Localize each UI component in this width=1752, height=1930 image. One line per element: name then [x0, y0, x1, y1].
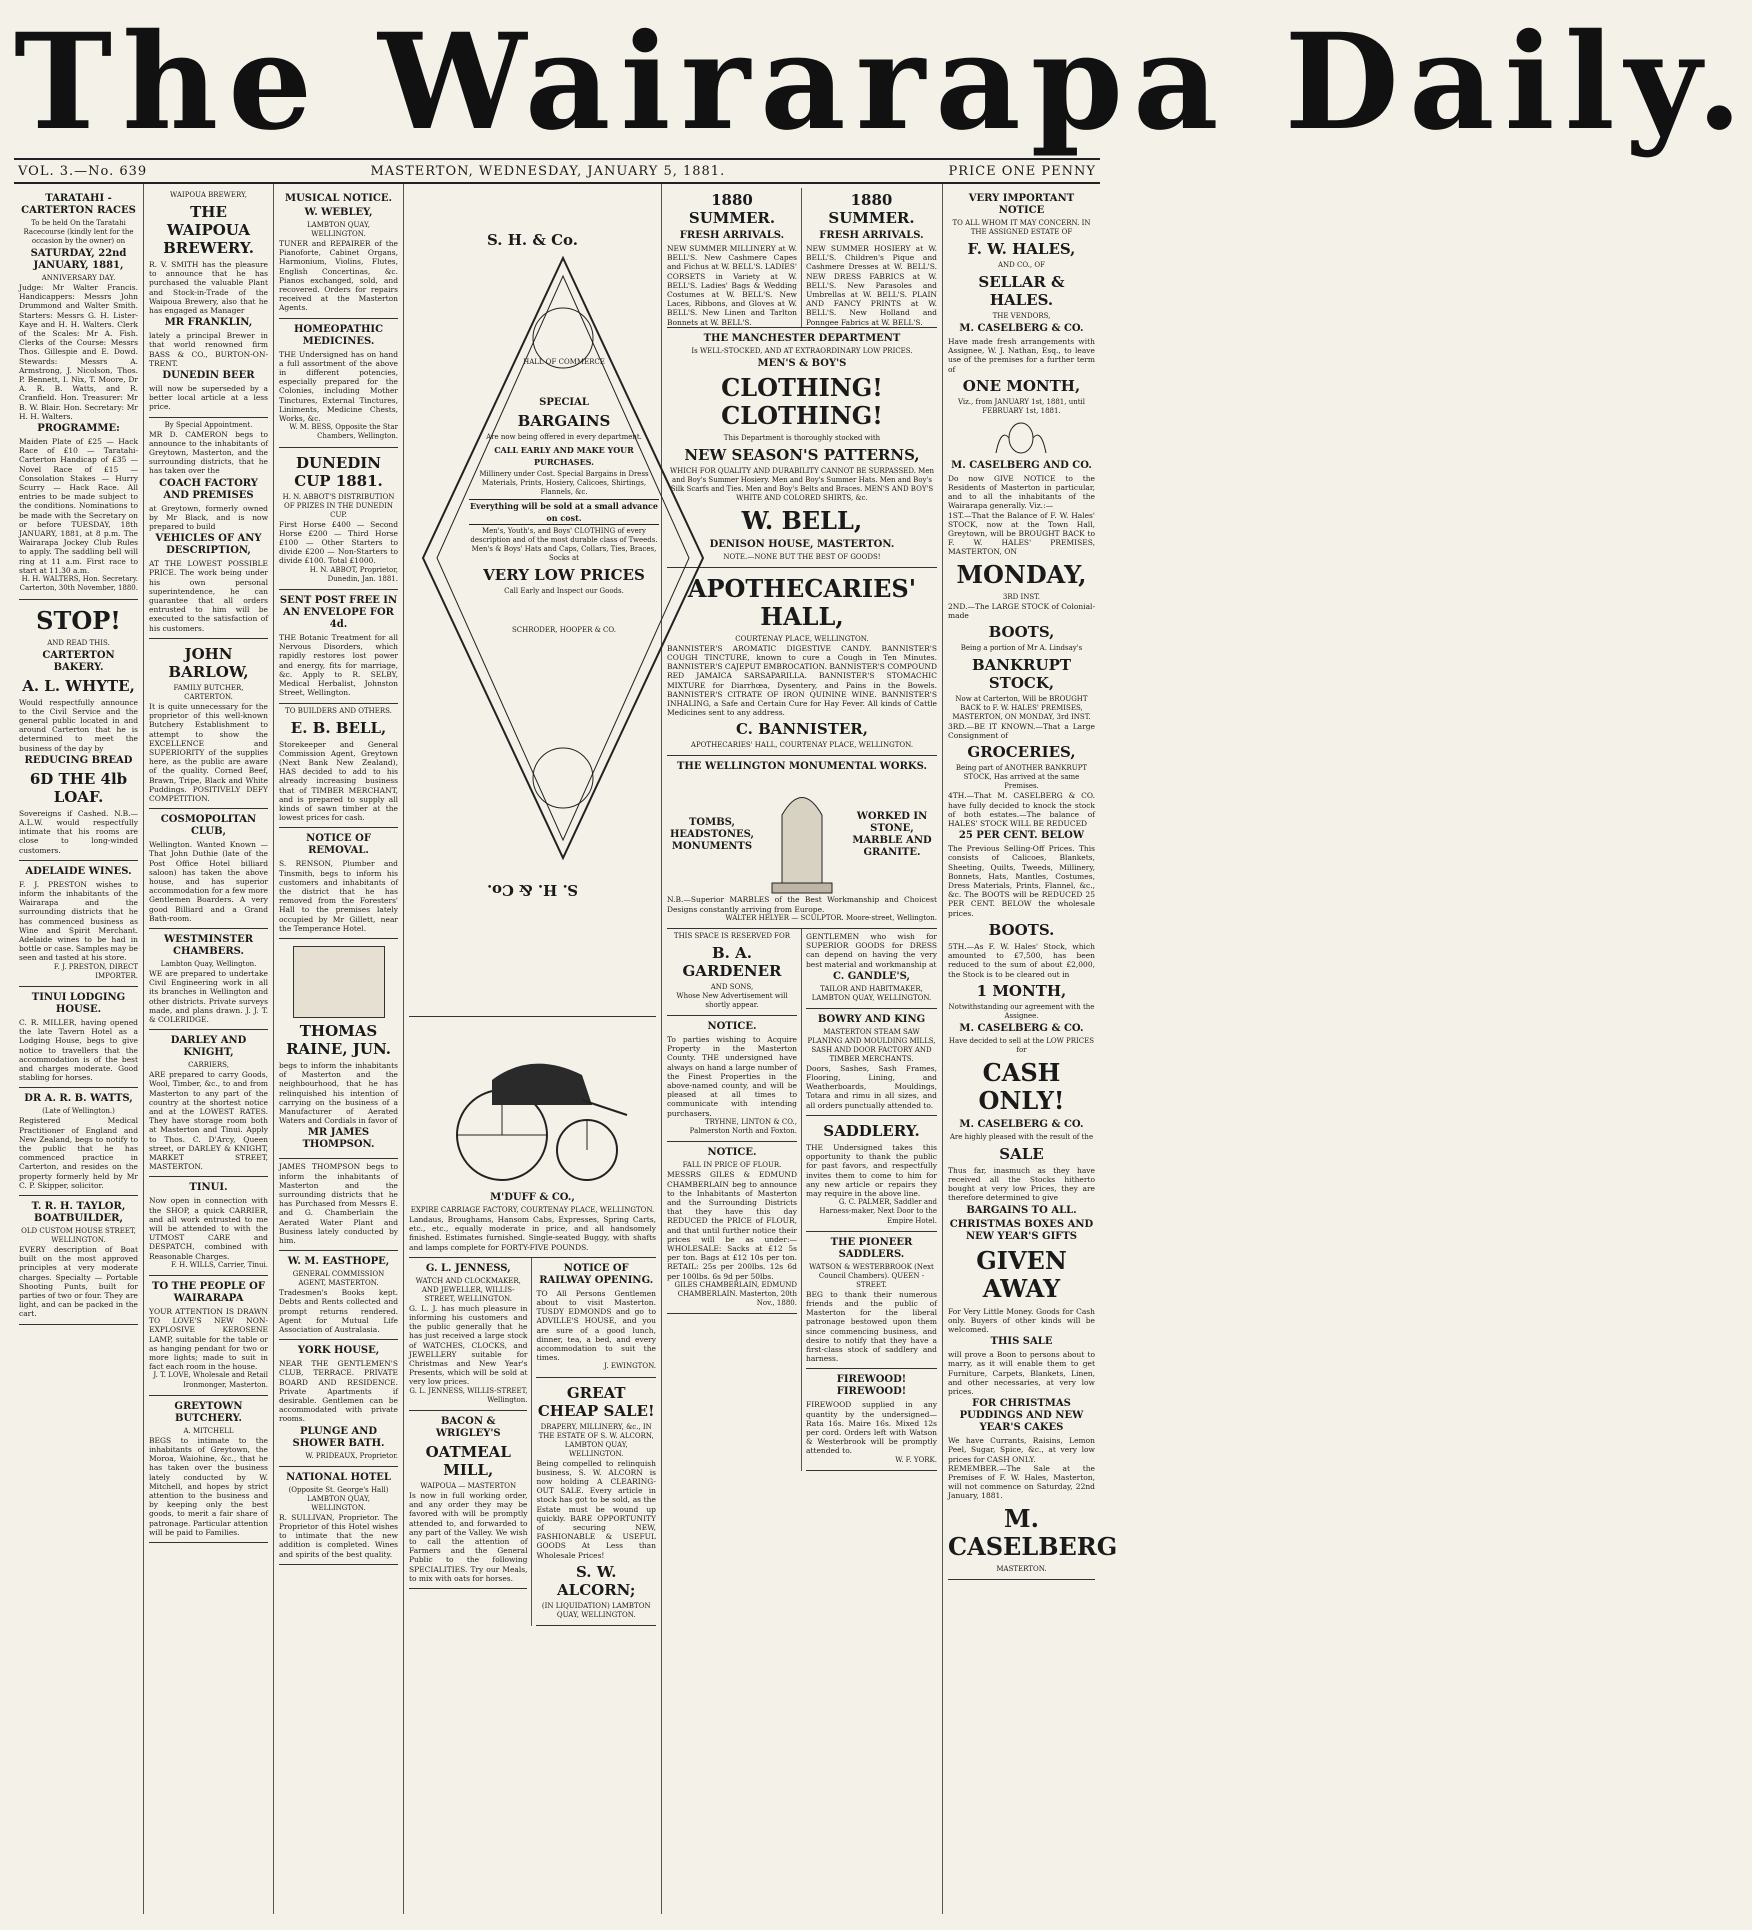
- hales-name: F. W. HALES,: [967, 240, 1076, 258]
- national-sub: (Opposite St. George's Hall) LAMBTON QUAY, WELLINGTON.: [288, 1485, 389, 1512]
- boots-title: BOOTS,: [988, 623, 1055, 642]
- pioneer-title: THE PIONEER SADDLERS.: [830, 1236, 913, 1260]
- diamond-inspect: Call Early and Inspect our Goods.: [504, 587, 624, 595]
- column-2: [144, 184, 274, 1914]
- bannister-signature: C. BANNISTER,: [735, 720, 868, 739]
- wines-ad: [19, 861, 138, 987]
- manchester-sub: Is WELL-STOCKED, AND AT EXTRAORDINARY LOW PRICES.: [691, 346, 913, 355]
- gardener-sub: AND SONS,: [710, 983, 754, 992]
- saddlery-text: THE Undersigned takes this opportunity to thank the public for past favors, and respectfully invites them to come to him for any new article or repairs they may require in the above line.: [805, 1142, 937, 1198]
- jenness-signature: G. L. JENNESS, WILLIS-STREET, Wellington.: [409, 1386, 528, 1404]
- brewery-title: WAIPOUA BREWERY,: [170, 191, 247, 199]
- sh-diamond-ad: [409, 188, 656, 1017]
- easthope-sub: GENERAL COMMISSION AGENT, MASTERTON.: [292, 1270, 385, 1288]
- monumental-right: WORKED IN STONE, MARBLE AND GRANITE.: [852, 811, 932, 859]
- appointment: By Special Appointment.: [164, 420, 253, 429]
- national-text: R. SULLIVAN, Proprietor. The Proprietor of this Hotel wishes to intimate that the new addition is completed. Wines and spirits of the best quality.: [279, 1512, 398, 1559]
- bell-text: Storekeeper and General Commission Agent, Greytown (Next Bank New Zealand), HAS decided to add to his already increasing business that of TIMBER MERCHANT, and is prepared to supply all kinds of sawn timber at the lowest prices for cash.: [279, 739, 398, 823]
- diamond-clothing: Men's, Youth's, and Boys' CLOTHING of every description and of the most durable class of Tweeds.: [470, 527, 658, 544]
- first-item: 1ST.—That the Balance of F. W. Hales' STOCK, now at the Town Hall, Greytown, will be BROUGHT BACK to F. W. HALES' PREMISES, MASTERTON, ON: [947, 510, 1095, 557]
- homeopathic-text: THE Undersigned has on hand a full assortment of the above in different potencies, especially prepared for the Colonies, including Mother Tinctures, External Tinctures, Liniments, Medicine Chests, Works, &c.: [279, 349, 398, 424]
- darley-title: DARLEY AND KNIGHT,: [170, 1035, 247, 1059]
- hales-and: AND CO., OF: [997, 261, 1045, 269]
- butchery-title: GREYTOWN BUTCHERY.: [174, 1400, 243, 1424]
- railway-signature: J. EWINGTON.: [604, 1362, 656, 1371]
- franklin-text: lately a principal Brewer in that world renowned firm BASS & CO., BURTON-ON-TRENT.: [149, 331, 268, 368]
- left-subcolumn: [409, 1258, 532, 1626]
- tinui-ad: [149, 1177, 268, 1276]
- notice-text: To parties wishing to Acquire Property in the Masterton County. THE undersigned have always on hand a large number of the Finest Properties in the above-named county, and will be pleased at all times to communicate with intending purchasers.: [666, 1035, 797, 1118]
- cup-signature: H. N. ABBOT, Proprietor, Dunedin, Jan. 1881.: [309, 565, 398, 583]
- stop-title: STOP!: [36, 605, 121, 635]
- monumental-text: N.B.—Superior MARBLES of the Best Workmanship and Choicest Designs constantly arriving from Europe.: [666, 895, 937, 914]
- cash-text: Have decided to sell at the LOW PRICES for: [948, 1036, 1095, 1054]
- caselberg-4: M. CASELBERG & CO.: [959, 1118, 1084, 1130]
- cosmopolitan-title: COSMOPOLITAN CLUB,: [160, 814, 257, 838]
- apothecaries-sub: COURTENAY PLACE, WELLINGTON.: [735, 634, 869, 643]
- races-officials: Judge: Mr Walter Francis. Handicappers: Messrs John Drummond and Walter Smith. Starters: Messrs G. H. Lister-Kaye and H. H. Walters. Clerk of the Scales: Mr A. Fish. Clerks of the Course: Messrs Thos. Gillespie and E. Dowd. Stewards: Messrs A. Armstrong, J. Nicolson, Thos. P. Bennett, I. Nix, T. Moore, Dr A. R. B. Watts, and R. Cranfield. Hon. Treasurer: Mr B. W. Blair. Hon. Secretary: Mr H. H. Walters.: [19, 283, 138, 421]
- bell-timber-ad: [279, 704, 398, 829]
- month2-text: Notwithstanding our agreement with the Assignee.: [948, 1002, 1095, 1020]
- oatmeal-title: OATMEAL MILL,: [425, 1443, 511, 1480]
- clothing-sub: This Department is thoroughly stocked with: [723, 433, 881, 442]
- railway-ad: [536, 1258, 655, 1378]
- apothecaries-text: BANNISTER'S AROMATIC DIGESTIVE CANDY. BANNISTER'S COUGH TINCTURE, known to cure a Cough in Ten Minutes. BANNISTER'S CAJEPUT EMBROCATION. BANNISTER'S COMPOUND RED JAMAICA SARSAPARILLA. BANNISTER'S STOMACHIC MIXTURE for Diarrhœa, Dysentery, and Pains in the Bowels. BANNISTER'S CITRATE OF IRON QUININE WINE. BANNISTER'S INHALING, a Safe and Certain Cure for Hay Fever. All kinds of Cattle Medicines sent to any address.: [666, 643, 937, 718]
- caselberg-3: M. CASELBERG & CO.: [959, 1022, 1084, 1034]
- barlow-text: It is quite unnecessary for the proprietor of this well-known Butchery Establishment to attempt to show the EXCELLENCE and SUPERIORITY of the supplies here, as the public are aware of the quality. Corned Beef, Brawn, Tripe, Black and White Puddings. POSITIVELY DEFY COMPETITION.: [149, 701, 268, 803]
- lower-two-up: [667, 929, 937, 1471]
- butchery-name: A. MITCHELL: [183, 1426, 234, 1435]
- chambers-text: WE are prepared to undertake Civil Engineering work in all its branches in Wellington and other districts. Private surveys made, and plans drawn. J. J. T. & COLERIDGE.: [149, 968, 268, 1024]
- kerosene-ad: [149, 1276, 268, 1396]
- cheap-title: GREAT CHEAP SALE!: [537, 1383, 655, 1420]
- programme-title: PROGRAMME:: [37, 423, 120, 435]
- wines-title: ADELAIDE WINES.: [25, 865, 132, 877]
- apothecaries-title: APOTHECARIES' HALL,: [687, 573, 917, 631]
- sh-inverted: S. H. & Co.: [486, 881, 579, 899]
- bowry-ad: [806, 1009, 937, 1116]
- chambers-title: WESTMINSTER CHAMBERS.: [164, 933, 253, 957]
- taylor-ad: [19, 1196, 138, 1325]
- sellar-name: SELLAR & HALES.: [978, 273, 1065, 309]
- royal-arms-icon: [991, 418, 1051, 458]
- thompson-text: JAMES THOMPSON begs to inform the inhabitants of Masterton and the surrounding districts that he has Purchased from Messrs E. and G. Chamberlain the Aerated Water Plant and Business lately conducted by him.: [279, 1162, 398, 1245]
- boots2-title: BOOTS.: [988, 920, 1055, 939]
- cup-sub: H. N. ABBOT'S DISTRIBUTION OF PRIZES IN THE DUNEDIN CUP.: [282, 492, 395, 519]
- railway-text: TO All Persons Gentlemen about to visit Masterton. TUSDY EDMONDS and go to ADVILLE'S HOUSE, and you are sure of a good lunch, dinner, tea, a bed, and every accommodation to suit the times.: [536, 1288, 656, 1363]
- dateline: [14, 158, 1100, 184]
- two-up-ads: [409, 1258, 656, 1626]
- races-sub: To be held On the Taratahi Racecourse (kindly lent for the occasion by the owner) on: [23, 219, 134, 245]
- bath-signature: W. PRIDEAUX, Proprietor.: [305, 1451, 398, 1460]
- caselberg-2: M. CASELBERG AND CO.: [951, 459, 1092, 471]
- stop-sub: AND READ THIS.: [47, 638, 110, 647]
- easthope-title: W. M. EASTHOPE,: [287, 1256, 390, 1268]
- brewery-ad: [149, 188, 268, 418]
- national-title: NATIONAL HOTEL: [286, 1471, 391, 1483]
- thompson-ad: [279, 1159, 398, 1251]
- easthope-text: Tradesmen's Books kept. Debts and Rents collected and prompt returns rendered. Agent for Mutual Life Association of Australasia.: [279, 1288, 398, 1335]
- gandle-text: GENTLEMEN who wish for SUPERIOR GOODS for DRESS can depend on having the very best material and workmanship at: [805, 932, 937, 969]
- wines-text: F. J. PRESTON wishes to inform the inhabitants of the Wairarapa and the surrounding districts that he has commenced business as Wine and Spirit Merchant. Adelaide wines to be had in bottle or case. Samples may be seen and tasted at his store.: [19, 879, 138, 963]
- discount: 25 PER CENT. BELOW: [958, 830, 1085, 842]
- races-day: ANNIVERSARY DAY.: [41, 274, 116, 282]
- gardener-ad: [667, 929, 797, 1016]
- cup-title: DUNEDIN CUP 1881.: [294, 453, 383, 490]
- important-notice-to: TO ALL WHOM IT MAY CONCERN. IN THE ASSIGNED ESTATE OF: [952, 219, 1091, 236]
- tinui-text: Now open in connection with the SHOP, a quick CARRIER, and all work entrusted to me will be attended to with the UTMOST CARE and DESPATCH, combined with Reasonable Charges.: [149, 1196, 268, 1261]
- franklin-name: MR FRANKLIN,: [164, 317, 253, 329]
- footer-sub: MASTERTON.: [996, 1564, 1047, 1573]
- caselberg-title: M. CASELBERG & CO.: [959, 323, 1084, 334]
- bread-title: REDUCING BREAD: [24, 754, 133, 766]
- summer-right-items: NEW SUMMER HOSIERY at W. BELL'S. Children's Pique and Cashmere Dresses at W. BELL'S. NEW DRESS FABRICS at W. BELL'S. New Parasoles and Umbrellas at W. BELL'S. PLAIN AND FANCY PRINTS at W. BELL'S. New Holland and Ponngee Fabrics at W. BELL'S.: [805, 244, 937, 327]
- darley-ad: [149, 1030, 268, 1177]
- groceries-text: Being part of ANOTHER BANKRUPT STOCK, Has arrived at the same Premises.: [955, 764, 1088, 791]
- york-title: YORK HOUSE,: [297, 1345, 380, 1357]
- cosmopolitan-text: Wellington. Wanted Known — That John Duthie (late of the Post Office Hotel billiard saloon) has taken the above house, and has superior accommodation for a few more Gentlemen Boarders. A very good Billiard and a Grand Bath-room.: [149, 840, 268, 923]
- flour-text: MESSRS GILES & EDMUND CHAMBERLAIN beg to announce to the Inhabitants of Masterton and the Surrounding Districts that they have this day REDUCED the PRICE of FLOUR, and that until further notice their prices will be as under:— WHOLESALE: Sacks at £12 5s per ton. Bags at £12 10s per ton. RETAIL: 25s per 200lbs. 12s 6d per 100lbs. 6s 9d per 50lbs.: [666, 1170, 797, 1281]
- bannister-sub: APOTHECARIES' HALL, COURTENAY PLACE, WELLINGTON.: [690, 741, 914, 750]
- coach-text: at Greytown, formerly owned by Mr Black, and is now prepared to build: [149, 503, 268, 532]
- diamond-hall: HALL OF COMMERCE: [523, 358, 605, 366]
- buggy-engraving-icon: [432, 1020, 632, 1190]
- treatise-title: SENT POST FREE IN AN ENVELOPE FOR 4d.: [279, 595, 398, 631]
- cheap-sub: DRAPERY, MILLINERY, &c., IN THE ESTATE OF S. W. ALCORN, LAMBTON QUAY, WELLINGTON.: [538, 1422, 654, 1458]
- people-text: YOUR ATTENTION IS DRAWN TO LOVE'S NEW NON-EXPLOSIVE KEROSENE LAMP, suitable for the table or as hanging pendant for two or more lights; made to suit in fact each room in the house.: [149, 1307, 268, 1372]
- watts-ad: [19, 1088, 138, 1196]
- taylor-title: T. R. H. TAYLOR, BOATBUILDER,: [31, 1201, 126, 1225]
- tinui-title: TINUI.: [189, 1182, 228, 1194]
- races-signature: H. H. WALTERS, Hon. Secretary. Carterton, 30th November, 1880.: [19, 575, 138, 593]
- price: PRICE ONE PENNY: [948, 163, 1096, 179]
- gardener-title: B. A. GARDENER: [682, 944, 782, 981]
- month2-title: 1 MONTH,: [976, 981, 1067, 1000]
- summer-left-title: 1880 SUMMER.: [688, 191, 776, 227]
- gandle-name: C. GANDLE'S,: [833, 970, 910, 982]
- people-title: TO THE PEOPLE OF WAIRARAPA: [152, 1281, 265, 1305]
- caselberg-ad: [947, 188, 1118, 1580]
- saddlery-title: SADDLERY.: [823, 1121, 920, 1140]
- clothing-pre: MEN'S & BOY'S: [757, 357, 847, 369]
- homeopathic-title: HOMEOPATHIC MEDICINES.: [293, 323, 384, 347]
- masthead-title: The Wairarapa Daily.: [14, 5, 1752, 160]
- easthope-ad: [279, 1251, 398, 1340]
- flour-signature: GILES CHAMBERLAIN, EDMUND CHAMBERLAIN. Masterton, 20th Nov., 1880.: [674, 1280, 797, 1308]
- flour-ad: [667, 1142, 797, 1314]
- wines-signature: F. J. PRESTON, DIRECT IMPORTER.: [53, 962, 138, 980]
- column-1: [14, 184, 144, 1914]
- whyte-name: A. L. WHYTE,: [22, 676, 135, 695]
- xmas-title: CHRISTMAS BOXES AND NEW YEAR'S GIFTS: [949, 1218, 1094, 1242]
- bargains: BARGAINS TO ALL.: [966, 1204, 1077, 1216]
- chambers-sub: Lambton Quay, Wellington.: [160, 959, 257, 968]
- monumental-title: THE WELLINGTON MONUMENTAL WORKS.: [676, 761, 927, 773]
- reserved-title: THIS SPACE IS RESERVED FOR: [673, 932, 791, 941]
- diamond-side: SCHRODER, HOOPER & CO.: [512, 626, 616, 634]
- boots-text: Being a portion of Mr A. Lindsay's: [960, 644, 1083, 653]
- vehicles-text: AT THE LOWEST POSSIBLE PRICE. The work being under his own personal superintendence, he can guarantee that all orders entrusted to him will be executed to the satisfaction of his customers.: [149, 559, 268, 633]
- races-date: SATURDAY, 22nd JANUARY, 1881,: [30, 248, 127, 271]
- cheap-sale-ad: [536, 1378, 655, 1626]
- lower-right: [802, 929, 937, 1471]
- pioneer-text: BEG to thank their numerous friends and the public of Masterton for the liberal patronage bestowed upon them since commencing business, and desire to notify that they have a first-class stock of saddlery and harness.: [805, 1289, 937, 1364]
- diamond-special: SPECIAL: [539, 397, 589, 408]
- webley-text: TUNER and REPAIRER of the Pianoforte, Cabinet Organs, Harmonium, Violins, Flutes, English Concertinas, &c. Pianos exchanged, sold, and recovered. Orders for repairs received at the Masterton Agents.: [279, 239, 398, 313]
- musical-ad: [279, 188, 398, 319]
- darley-text: ARE prepared to carry Goods, Wool, Timber, &c., to and from Masterton to any part of the country at the shortest notice and at the LOWEST RATES. They have storage room both at Masterton and Tinui. Apply to Thos. C. D'Arcy, Queen street, or DARLEY & KNIGHT, MARKET STREET, MASTERTON.: [149, 1070, 268, 1172]
- palmer-signature: G. C. PALMER, Saddler and Harness-maker, Next Door to the Empire Hotel.: [819, 1198, 937, 1225]
- cosmopolitan-ad: [149, 809, 268, 929]
- lodging-ad: [19, 987, 138, 1088]
- removal-text: S. RENSON, Plumber and Tinsmith, begs to inform his customers and inhabitants of the district that he has removed from the Foresters' Hall to the premises lately occupied by Mr Gillett, near the Temperance Hotel.: [279, 859, 398, 933]
- sale-text: Are highly pleased with the result of the: [949, 1132, 1094, 1141]
- darley-sub: CARRIERS,: [188, 1061, 229, 1070]
- this-sale-text: will prove a Boon to persons about to marry, as it will enable them to get Furniture, Carpets, Blankets, Linen, and other necessaries, at very low prices.: [947, 1350, 1095, 1396]
- raine-ad: [279, 939, 398, 1159]
- railway-title: NOTICE OF RAILWAY OPENING.: [539, 1262, 654, 1286]
- clothing-title: CLOTHING! CLOTHING!: [721, 372, 883, 430]
- sale-title: SALE: [999, 1144, 1044, 1163]
- third-item: 3RD.—BE IT KNOWN.—That a Large Consignment of: [947, 722, 1095, 741]
- diamond-offer: Are now being offered in every department.: [486, 433, 642, 441]
- raine-text: begs to inform the inhabitants of Masterton and the neighbourhood, that he has relinquished his intention of carrying on the business of a Manufacturer of Aerated Waters and Cordials in favor of: [279, 1060, 398, 1126]
- column-8: [943, 184, 1118, 1914]
- bread-price: 6D THE 4lb LOAF.: [29, 769, 128, 806]
- mduff-ad: [409, 1017, 656, 1258]
- this-sale: THIS SALE: [990, 1336, 1053, 1348]
- important-notice-title: VERY IMPORTANT NOTICE: [968, 193, 1075, 216]
- lower-left: [667, 929, 802, 1471]
- summer-right-title: 1880 SUMMER.: [828, 191, 915, 227]
- sh-title: S. H. & Co.: [486, 231, 578, 249]
- notice2-text: Do now GIVE NOTICE to the Residents of Masterton in particular, and to all the inhabitants of the Wairarapa generally. Viz.:—: [947, 473, 1095, 511]
- saddlery-ad: [806, 1116, 937, 1232]
- month-text: Viz., from JANUARY 1st, 1881, until FEBRUARY 1st, 1881.: [957, 397, 1086, 415]
- column-3: [274, 184, 404, 1914]
- flour-sub: FALL IN PRICE OF FLOUR.: [682, 1161, 782, 1170]
- puddings: FOR CHRISTMAS PUDDINGS AND NEW YEAR'S CAKES: [959, 1398, 1084, 1434]
- fifth-item: 5TH.—As F. W. Hales' Stock, which amounted to £7,500, has been reduced to the sum of about £2,000, the Stock is to be cleared out in: [947, 941, 1095, 979]
- oatmeal-ad: [409, 1411, 527, 1589]
- footer-name: M. CASELBERG: [947, 1503, 1118, 1561]
- summer-left-sub: FRESH ARRIVALS.: [679, 230, 785, 241]
- raine-title: THOMAS RAINE, JUN.: [286, 1021, 391, 1058]
- mduff-text: Landaus, Broughams, Hansom Cabs, Expresses, Spring Carts, etc., etc., equally moderate in price, and all handsomely finished. Estimates furnished. Single-seated Buggy, with shafts and lamps complete for FORTY-FIVE POUNDS.: [409, 1215, 656, 1252]
- lodging-title: TINUI LODGING HOUSE.: [31, 991, 126, 1015]
- jenness-ad: [409, 1258, 527, 1411]
- bell-note: NOTE.—NONE BUT THE BEST OF GOODS!: [723, 552, 881, 561]
- whyte-text: Would respectfully announce to the Civil Service and the general public located in and around Carterton that he is determined to meet the business of the day by: [19, 697, 138, 753]
- puddings-text: We have Currants, Raisins, Lemon Peel, Sugar, Spice, &c., at very low prices for CASH ONLY.: [947, 1436, 1095, 1464]
- homeopathic-ad: [279, 319, 398, 448]
- summer-right: [802, 188, 937, 327]
- headstone-engraving-icon: [757, 775, 847, 895]
- bottle-engraving-icon: [293, 946, 385, 1018]
- taylor-text: EVERY description of Boat built on the most approved principles at very moderate charges. Specialty — Portable Shooting Punts, built for parties of two or four. They are light, and can be packed in the cart.: [19, 1245, 138, 1319]
- watts-text: Registered Medical Practitioner of England and New Zealand, begs to notify to the public that he has commenced practice in Carterton, and resides on the property formerly held by Mr C. P. Skipper, solicitor.: [19, 1116, 138, 1190]
- discount-text: The Previous Selling-Off Prices. This consists of Calicoes, Blankets, Sheeting, Quilts, Tweeds, Millinery, Bonnets, Hats, Mantles, Costumes, Dress Materials, Prints, Flannel, &c., &c. The BOOTS will be REDUCED 25 PER CENT. BELOW the wholesale prices.: [947, 844, 1095, 918]
- coach-title: COACH FACTORY AND PREMISES: [159, 477, 258, 501]
- volume-number: VOL. 3.—No. 639: [18, 163, 148, 179]
- cheap-text: Being compelled to relinquish business, S. W. ALCORN is now holding A CLEARING-OUT SALE. Every article in stock has got to be sold, as the Estate must be wound up quickly. BARE OPPORTUNITY of securing NEW, FASHIONABLE & USEFUL GOODS At Less than Wholesale Prices!: [536, 1458, 656, 1560]
- cup-prizes: First Horse £400 — Second Horse £200 — Third Horse £100 — Other Starters to divide £200 — Non-Starters to divide £100. Total £1000.: [279, 519, 398, 566]
- diamond-hats: Men's & Boys' Hats and Caps, Collars, Ties, Braces, Socks at: [471, 545, 657, 562]
- monumental-left: TOMBS, HEADSTONES, MONUMENTS: [669, 817, 754, 853]
- programme-text: Maiden Plate of £25 — Hack Race of £10 — Taratahi-Carterton Handicap of £35 — Novel Race of £15 — Consolation Stakes — Hurry Scurry — Hack Race. All entries to be made subject to the conditions. Nominations to be made with the Secretary on or before TUESDAY, 18th JANUARY, 1881, at 8 p.m. The Wairarapa Jockey Club Rules to apply. The saddling bell will ring at 11 a.m. First race to start at 11.30 a.m.: [19, 437, 138, 575]
- national-ad: [279, 1467, 398, 1565]
- removal-ad: [279, 828, 398, 939]
- barlow-ad: [149, 639, 268, 809]
- alcorn-sub: (IN LIQUIDATION) LAMBTON QUAY, WELLINGTON.: [541, 1601, 651, 1619]
- york-text: NEAR THE GENTLEMEN'S CLUB, TERRACE. PRIVATE BOARD AND RESIDENCE. Private Apartments if desirable. Gentlemen can be accommodated with private rooms.: [279, 1359, 398, 1424]
- clothing-patterns: NEW SEASON'S PATTERNS,: [684, 445, 920, 464]
- diamond-millinery: Millinery under Cost. Special Bargains in Dress Materials, Prints, Hosiery, Calicoes, Shirtings, Flannels, &c.: [479, 470, 649, 496]
- beer-text: will now be superseded by a better local article at a less price.: [149, 384, 268, 412]
- fourth-item: 4TH.—That M. CASELBERG & CO. have fully decided to knock the stock of both estates.—The balance of HALES' STOCK WILL BE REDUCED: [947, 791, 1095, 829]
- wills-signature: F. H. WILLS, Carrier, Tinui.: [170, 1260, 268, 1269]
- vendors: THE VENDORS,: [992, 312, 1051, 320]
- webley-name: W. WEBLEY,: [304, 207, 373, 218]
- cameron-text: MR D. CAMERON begs to announce to the inhabitants of Greytown, Masterton, and the surrounding districts, that he has taken over the: [149, 429, 268, 476]
- brewery-text: R. V. SMITH has the pleasure to announce that he has purchased the valuable Plant and Stock-in-Trade of the Waipoua Brewery, also that he has engaged as Manager: [149, 260, 268, 316]
- oatmeal-text: Is now in full working order, and any order they may be favored with will be promptly attended to, and forwarded to any part of the Valley. We wish to call the attention of Farmers and the General Public to the following SPECIALITIES. Try our Meals, to mix with oats for horses.: [409, 1491, 528, 1583]
- coach-ad: [149, 418, 268, 639]
- bankrupt-title: BANKRUPT STOCK,: [971, 656, 1072, 693]
- notice-property-ad: [667, 1016, 797, 1142]
- bakery-title: CARTERTON BAKERY.: [42, 649, 115, 673]
- vehicles-title: VEHICLES OF ANY DESCRIPTION,: [155, 533, 262, 557]
- clothing-text: WHICH FOR QUALITY AND DURABILITY CANNOT BE SURPASSED. Men and Boy's Summer Hosiery. Men and Boy's Summer Hats. Men and Boy's Silk Scarfs and Ties. Men and Boy's Belts and Braces. MEN'S AND BOY'S WHITE AND COLORED SHIRTS, &c.: [669, 466, 934, 502]
- bowry-text: Doors, Sashes, Sash Frames, Flooring, Lining, and Weatherboards, Mouldings, Totara and rimu in all sizes, and all orders punctually attended to.: [805, 1063, 937, 1110]
- builders-title: TO BUILDERS AND OTHERS.: [285, 706, 392, 715]
- monday-title: MONDAY,: [956, 559, 1087, 589]
- raine-name: MR JAMES THOMPSON.: [302, 1127, 375, 1151]
- firewood-title: FIREWOOD! FIREWOOD!: [836, 1374, 907, 1398]
- watts-sub: (Late of Wellington.): [42, 1107, 115, 1116]
- brewery-head: THE WAIPOUA BREWERY.: [163, 203, 254, 257]
- homeopathic-signature: W. M. BESS, Opposite the Star Chambers, Wellington.: [289, 423, 398, 441]
- chambers-ad: [149, 929, 268, 1030]
- month-title: ONE MONTH,: [962, 376, 1081, 395]
- jenness-sub: WATCH AND CLOCKMAKER, AND JEWELLER, WILLIS-STREET, WELLINGTON.: [415, 1276, 521, 1303]
- alcorn-title: S. W. ALCORN;: [557, 1562, 636, 1599]
- york-signature: W. F. YORK.: [895, 1455, 937, 1464]
- away-title: GIVEN AWAY: [976, 1245, 1067, 1303]
- groceries-title: GROCERIES,: [967, 743, 1076, 762]
- right-subcolumn: [532, 1258, 655, 1626]
- bell-name: E. B. BELL,: [290, 718, 387, 737]
- caselberg-text: Have made fresh arrangements with Assignee, W. J. Nathan, Esq., to leave use of the premises for a further term of: [947, 337, 1095, 374]
- columns: [14, 184, 1118, 1914]
- mduff-sub: EXPIRE CARRIAGE FACTORY, COURTENAY PLACE, WELLINGTON.: [410, 1206, 655, 1214]
- diamond-bargains: BARGAINS: [517, 412, 611, 430]
- gardener-text: Whose New Advertisement will shortly appear.: [676, 992, 788, 1010]
- oatmeal-sub: WAIPOUA — MASTERTON: [420, 1482, 517, 1491]
- flour-title: NOTICE.: [707, 1147, 757, 1159]
- place-date: MASTERTON, WEDNESDAY, JANUARY 5, 1881.: [370, 163, 726, 179]
- summer-right-sub: FRESH ARRIVALS.: [819, 230, 924, 241]
- diamond-low-prices: VERY LOW PRICES: [483, 566, 645, 584]
- notice-signature: TRYHNE, LINTON & CO., Palmerston North and Foxton.: [689, 1117, 797, 1136]
- bankrupt-text: Now at Carterton, Will be BROUGHT BACK to F. W. HALES' PREMISES, MASTERTON, ON MONDAY, 3rd INST.: [952, 695, 1091, 722]
- york-ad: [279, 1340, 398, 1467]
- treatise-text: THE Botanic Treatment for all Nervous Disorders, which rapidly restores lost power and energy, fits for marriage, &c. Apply to R. SELBY, Medical Herbalist, Johnston Street, Wellington.: [279, 633, 398, 698]
- helyer-signature: WALTER HELYER — SCULPTOR. Moore-street, Wellington.: [725, 913, 937, 922]
- removal-title: NOTICE OF REMOVAL.: [306, 833, 371, 857]
- manchester-title: THE MANCHESTER DEPARTMENT: [703, 332, 901, 344]
- pioneer-sub: WATSON & WESTERBROOK (Next Council Chambers). QUEEN - STREET.: [809, 1262, 934, 1289]
- bell-name: W. BELL,: [741, 505, 863, 535]
- cup-ad: [279, 448, 398, 590]
- diamond-call: CALL EARLY AND MAKE YOUR PURCHASES.: [494, 445, 634, 467]
- butchery-text: BEGS to intimate to the inhabitants of Greytown, the Moroa, Waiohine, &c., that he has taken over the business lately conducted by W. Mitchell, and hopes by strict attention to the business and by keeping only the best goods, to merit a fair share of patronage. Particular attention will be paid to Families.: [149, 1435, 268, 1537]
- barlow-title: JOHN BARLOW,: [168, 644, 249, 681]
- taylor-sub: OLD CUSTOM HOUSE STREET, WELLINGTON.: [21, 1227, 136, 1245]
- remember-text: REMEMBER.—The Sale at the Premises of F. W. Hales, Masterton, will not commence on Saturday, 22nd January, 1881.: [947, 1463, 1095, 1501]
- bread-note: Sovereigns if Cashed. N.B.—A.L.W. would respectfully intimate that his rooms are close to long-winded customers.: [19, 808, 138, 855]
- gandle-sub: TAILOR AND HABITMAKER, LAMBTON QUAY, WELLINGTON.: [811, 984, 932, 1002]
- bacon-title: BACON & WRIGLEY'S: [435, 1416, 501, 1440]
- bell-sub: DENISON HOUSE, MASTERTON.: [709, 538, 895, 550]
- notice-title: NOTICE.: [707, 1021, 757, 1033]
- firewood-text: FIREWOOD supplied in any quantity by the undersigned— Rata 16s. Maire 16s. Mixed 12s per cord. Orders left with Watson & Westerbrook will be promptly attended to.: [805, 1400, 937, 1456]
- webley-sub: LAMBTON QUAY, WELLINGTON.: [307, 221, 370, 238]
- diamond-content: [469, 358, 659, 635]
- bath-title: PLUNGE AND SHOWER BATH.: [292, 1425, 385, 1449]
- monday-date: 3RD INST.: [1002, 592, 1041, 601]
- beer-title: DUNEDIN BEER: [162, 370, 255, 382]
- races-title: TARATAHI - CARTERTON RACES: [21, 193, 136, 216]
- lodging-text: C. R. MILLER, having opened the late Tavern Hotel as a Lodging House, begs to give notice to travellers that the accommodation is of the best and charges moderate. Good stabling for horses.: [19, 1017, 138, 1083]
- firewood-ad: [806, 1369, 937, 1470]
- diamond-advance: Everything will be sold at a small advance on cost.: [470, 501, 658, 523]
- butchery-ad: [149, 1396, 268, 1543]
- races-ad: [19, 188, 138, 600]
- gandle-ad: [806, 929, 937, 1009]
- second-item: 2ND.—The LARGE STOCK of Colonial-made: [947, 601, 1095, 620]
- jenness-title: G. L. JENNESS,: [425, 1262, 511, 1274]
- bakery-ad: [19, 600, 138, 861]
- sale-body: Thus far, inasmuch as they have received all the Stocks hitherto bought at very low Prices, they are therefore determined to give: [947, 1165, 1095, 1203]
- musical-title: MUSICAL NOTICE.: [285, 193, 392, 204]
- cash-title: CASH ONLY!: [978, 1057, 1065, 1115]
- barlow-sub: FAMILY BUTCHER, CARTERTON.: [173, 683, 244, 701]
- summer-left-items: NEW SUMMER MILLINERY at W. BELL'S. New Cashmere Capes and Fichus at W. BELL'S. LADIES' CORSETS in Variety at W. BELL'S. Ladies' Bags & Wedding Costumes at W. BELL'S. New Laces, Ribbons, and Gloves at W. BELL'S. New Linen and Tarlton Bonnets at W. BELL'S.: [666, 244, 797, 327]
- bowry-title: BOWRY AND KING: [817, 1013, 926, 1025]
- away-text: For Very Little Money. Goods for Cash only. Buyers of other kinds will be welcomed.: [947, 1306, 1095, 1334]
- column-4-5: [404, 184, 662, 1914]
- bowry-sub: MASTERTON STEAM SAW PLANING AND MOULDING MILLS, SASH AND DOOR FACTORY AND TIMBER MERCHANTS.: [807, 1027, 936, 1063]
- treatise-ad: [279, 590, 398, 703]
- mduff-title: M'DUFF & CO.,: [490, 1192, 575, 1203]
- pioneer-ad: [806, 1232, 937, 1370]
- watts-title: DR A. R. B. WATTS,: [24, 1093, 133, 1105]
- love-signature: J. T. LOVE, Wholesale and Retail Ironmonger, Masterton.: [153, 1371, 268, 1389]
- jenness-text: G. L. J. has much pleasure in informing his customers and the public generally that he has just received a large stock of WATCHES, CLOCKS, and JEWELLERY suitable for Christmas and New Year's Presents, which will be sold at very low prices.: [409, 1303, 528, 1387]
